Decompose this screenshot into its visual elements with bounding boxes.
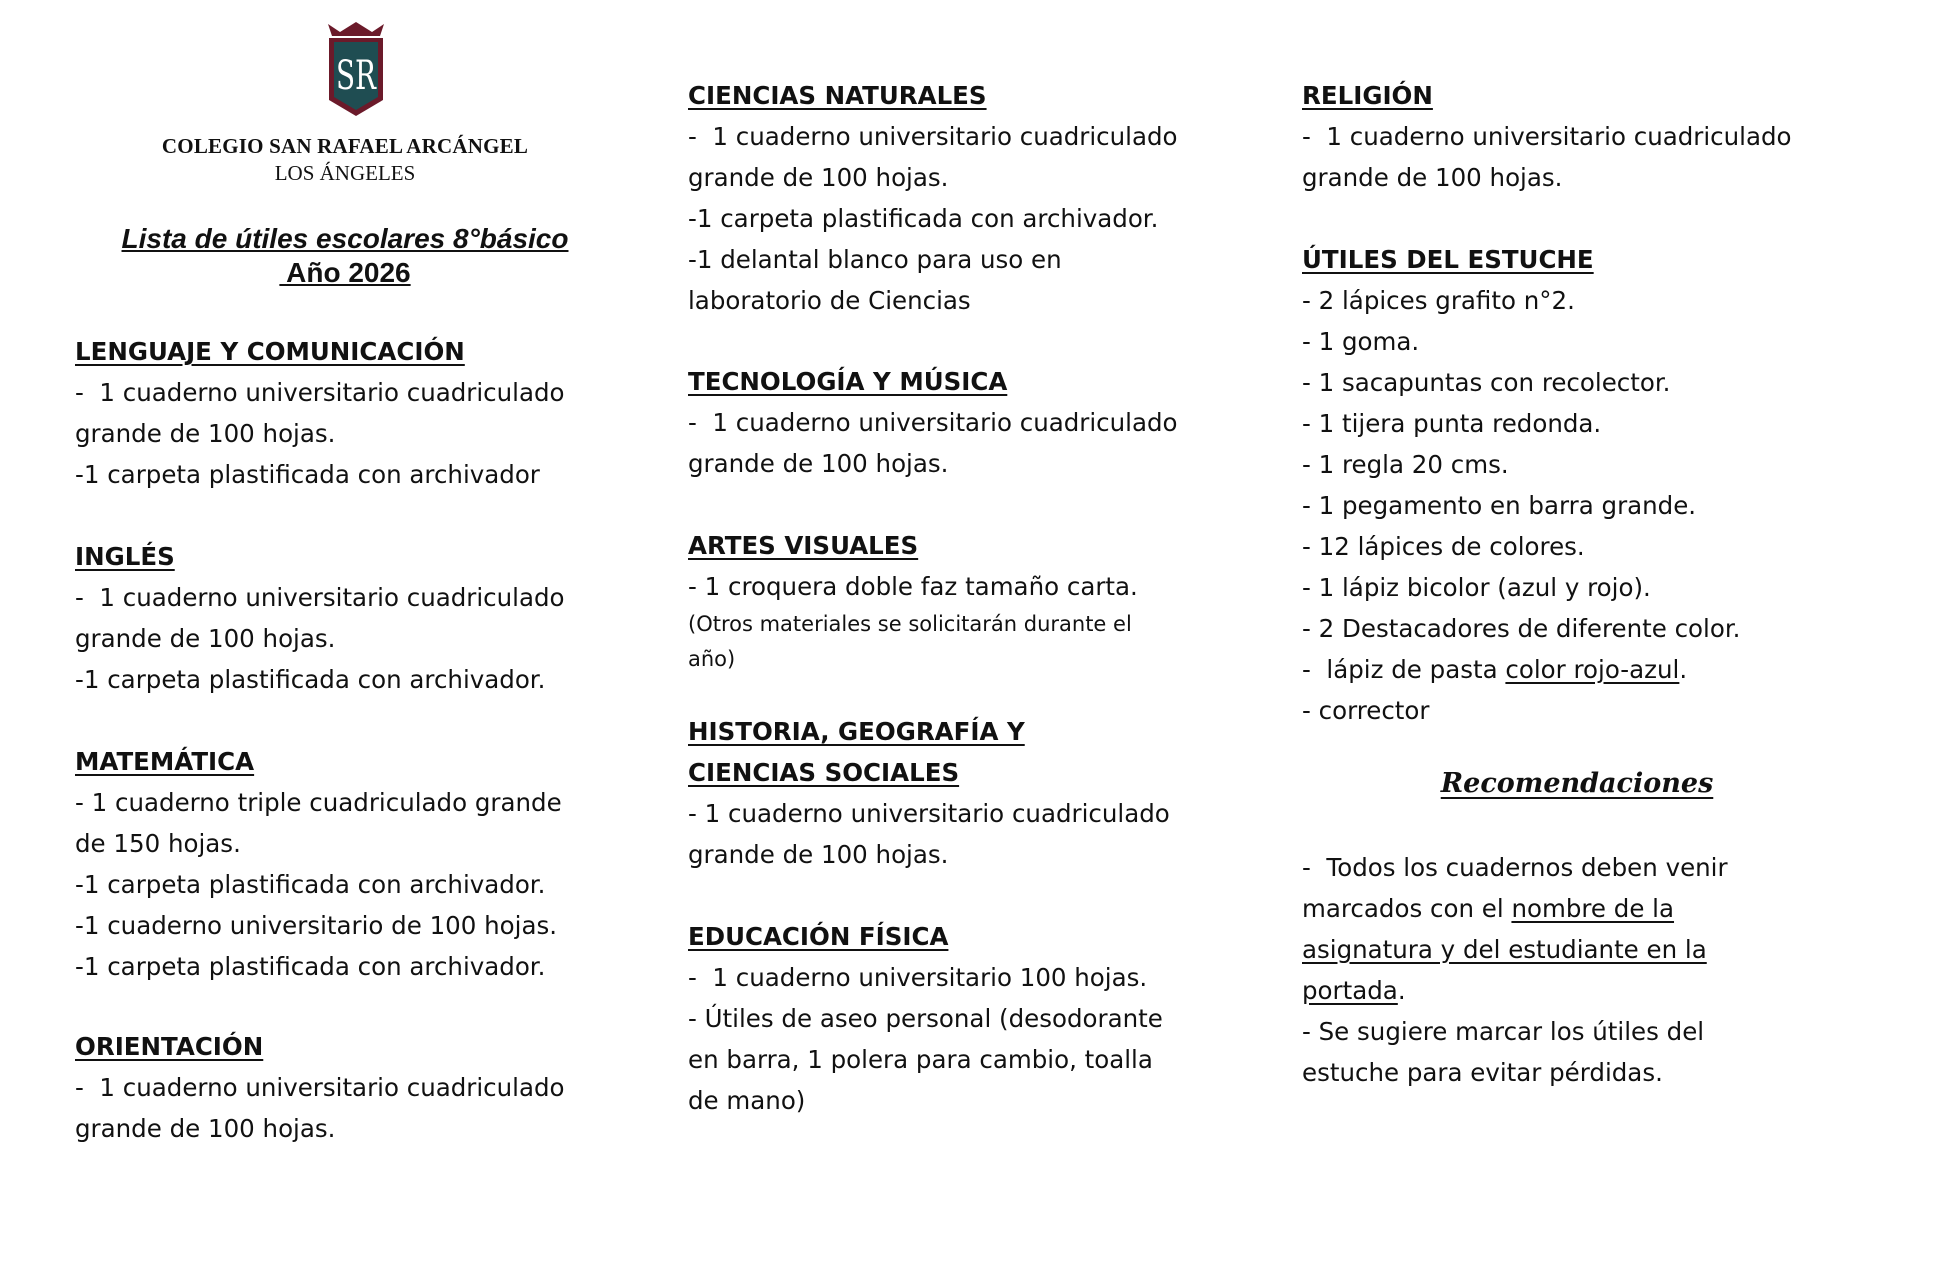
list-item: - 1 goma. bbox=[1302, 327, 1420, 356]
list-item: - 1 lápiz bicolor (azul y rojo). bbox=[1302, 573, 1651, 602]
section-historia bbox=[688, 711, 1170, 875]
list-item: - 1 cuaderno triple cuadriculado grande bbox=[75, 788, 562, 817]
list-item: - 1 cuaderno universitario cuadriculado bbox=[75, 1073, 565, 1102]
document-year: Año 2026 bbox=[279, 257, 411, 288]
section-artes-visuales bbox=[688, 525, 1138, 677]
list-item: grande de 100 hojas. bbox=[688, 840, 949, 869]
rec-prefix: marcados con el bbox=[1302, 894, 1512, 923]
note-line: año) bbox=[688, 647, 736, 671]
list-item: - 1 cuaderno universitario cuadriculado bbox=[688, 122, 1178, 151]
section-tecnologia-musica bbox=[688, 361, 1178, 484]
logo-text: SR bbox=[336, 53, 378, 99]
list-item: - 1 croquera doble faz tamaño carta. bbox=[688, 572, 1138, 601]
pasta-prefix: - lápiz de pasta bbox=[1302, 655, 1506, 684]
section-title: EDUCACIÓN FÍSICA bbox=[688, 922, 949, 951]
recommendation-line: - Se sugiere marcar los útiles del bbox=[1302, 1017, 1705, 1046]
list-item: -1 cuaderno universitario de 100 hojas. bbox=[75, 911, 558, 940]
pasta-color: color rojo-azul bbox=[1505, 655, 1680, 684]
list-item: - 2 lápices grafito n°2. bbox=[1302, 286, 1575, 315]
section-title: TECNOLOGÍA Y MÚSICA bbox=[688, 367, 1008, 396]
section-title: ÚTILES DEL ESTUCHE bbox=[1302, 245, 1594, 274]
section-title: ARTES VISUALES bbox=[688, 531, 919, 560]
section-title: CIENCIAS SOCIALES bbox=[688, 758, 960, 787]
school-logo bbox=[326, 20, 386, 118]
section-recomendaciones bbox=[1302, 847, 1728, 1093]
recommendation-line: asignatura y del estudiante en la bbox=[1302, 935, 1707, 964]
section-title: HISTORIA, GEOGRAFÍA Y bbox=[688, 717, 1025, 746]
list-item: - 1 cuaderno universitario cuadriculado bbox=[75, 583, 565, 612]
list-item: - 1 cuaderno universitario cuadriculado bbox=[75, 378, 565, 407]
rec-suffix: . bbox=[1397, 976, 1406, 1005]
list-item: grande de 100 hojas. bbox=[1302, 163, 1563, 192]
list-item: -1 carpeta plastificada con archivador. bbox=[75, 870, 546, 899]
section-title: ORIENTACIÓN bbox=[75, 1032, 264, 1061]
list-item: grande de 100 hojas. bbox=[75, 419, 336, 448]
list-item: - 1 cuaderno universitario cuadriculado bbox=[1302, 122, 1792, 151]
list-item: -1 carpeta plastificada con archivador. bbox=[688, 204, 1159, 233]
section-lenguaje bbox=[75, 331, 565, 495]
list-item: - 1 cuaderno universitario cuadriculado bbox=[688, 799, 1170, 828]
list-item: laboratorio de Ciencias bbox=[688, 286, 971, 315]
list-item: -1 delantal blanco para uso en bbox=[688, 245, 1062, 274]
section-title: RELIGIÓN bbox=[1302, 81, 1433, 110]
school-name: COLEGIO SAN RAFAEL ARCÁNGEL bbox=[161, 134, 529, 158]
list-item: de mano) bbox=[688, 1086, 806, 1115]
list-item: grande de 100 hojas. bbox=[688, 163, 949, 192]
school-city: LOS ÁNGELES bbox=[274, 161, 416, 185]
section-utiles-estuche bbox=[1302, 239, 1740, 731]
list-item: de 150 hojas. bbox=[75, 829, 241, 858]
section-title: INGLÉS bbox=[75, 542, 175, 571]
pasta-suffix: . bbox=[1679, 655, 1688, 684]
section-ingles bbox=[75, 536, 565, 700]
list-item bbox=[1302, 649, 1740, 690]
list-item: -1 carpeta plastificada con archivador bbox=[75, 460, 540, 489]
note-line: (Otros materiales se solicitarán durante el bbox=[688, 612, 1132, 636]
list-item: -1 carpeta plastificada con archivador. bbox=[75, 952, 546, 981]
section-educacion-fisica bbox=[688, 916, 1163, 1121]
section-ciencias-naturales bbox=[688, 75, 1178, 321]
list-item: - 1 cuaderno universitario 100 hojas. bbox=[688, 963, 1148, 992]
list-item: - 1 cuaderno universitario cuadriculado bbox=[688, 408, 1178, 437]
section-title: LENGUAJE Y COMUNICACIÓN bbox=[75, 337, 465, 366]
list-item: -1 carpeta plastificada con archivador. bbox=[75, 665, 546, 694]
rec-underlined: portada bbox=[1302, 976, 1398, 1005]
recommendation-line bbox=[1302, 970, 1728, 1011]
recommendation-line bbox=[1302, 888, 1728, 929]
list-item: grande de 100 hojas. bbox=[688, 449, 949, 478]
crown-icon bbox=[328, 22, 384, 36]
document-title: Lista de útiles escolares 8°básico bbox=[121, 223, 569, 254]
list-item: - 1 tijera punta redonda. bbox=[1302, 409, 1602, 438]
list-item: grande de 100 hojas. bbox=[75, 1114, 336, 1143]
rec-underlined: nombre de la bbox=[1511, 894, 1675, 923]
section-religion bbox=[1302, 75, 1792, 198]
section-matematica bbox=[75, 741, 562, 987]
list-item: grande de 100 hojas. bbox=[75, 624, 336, 653]
list-item: - 1 sacapuntas con recolector. bbox=[1302, 368, 1671, 397]
list-item: - corrector bbox=[1302, 696, 1430, 725]
section-title: CIENCIAS NATURALES bbox=[688, 81, 987, 110]
list-item: - 1 regla 20 cms. bbox=[1302, 450, 1509, 479]
list-item: - 12 lápices de colores. bbox=[1302, 532, 1585, 561]
list-item: - 1 pegamento en barra grande. bbox=[1302, 491, 1697, 520]
recommendation-line: estuche para evitar pérdidas. bbox=[1302, 1058, 1663, 1087]
section-orientacion bbox=[75, 1026, 565, 1149]
list-item: - Útiles de aseo personal (desodorante bbox=[688, 1004, 1163, 1033]
list-item: en barra, 1 polera para cambio, toalla bbox=[688, 1045, 1153, 1074]
list-item: - 2 Destacadores de diferente color. bbox=[1302, 614, 1741, 643]
recommendations-title: Recomendaciones bbox=[1440, 768, 1714, 799]
recommendation-line: - Todos los cuadernos deben venir bbox=[1302, 853, 1728, 882]
section-title: MATEMÁTICA bbox=[75, 747, 255, 776]
